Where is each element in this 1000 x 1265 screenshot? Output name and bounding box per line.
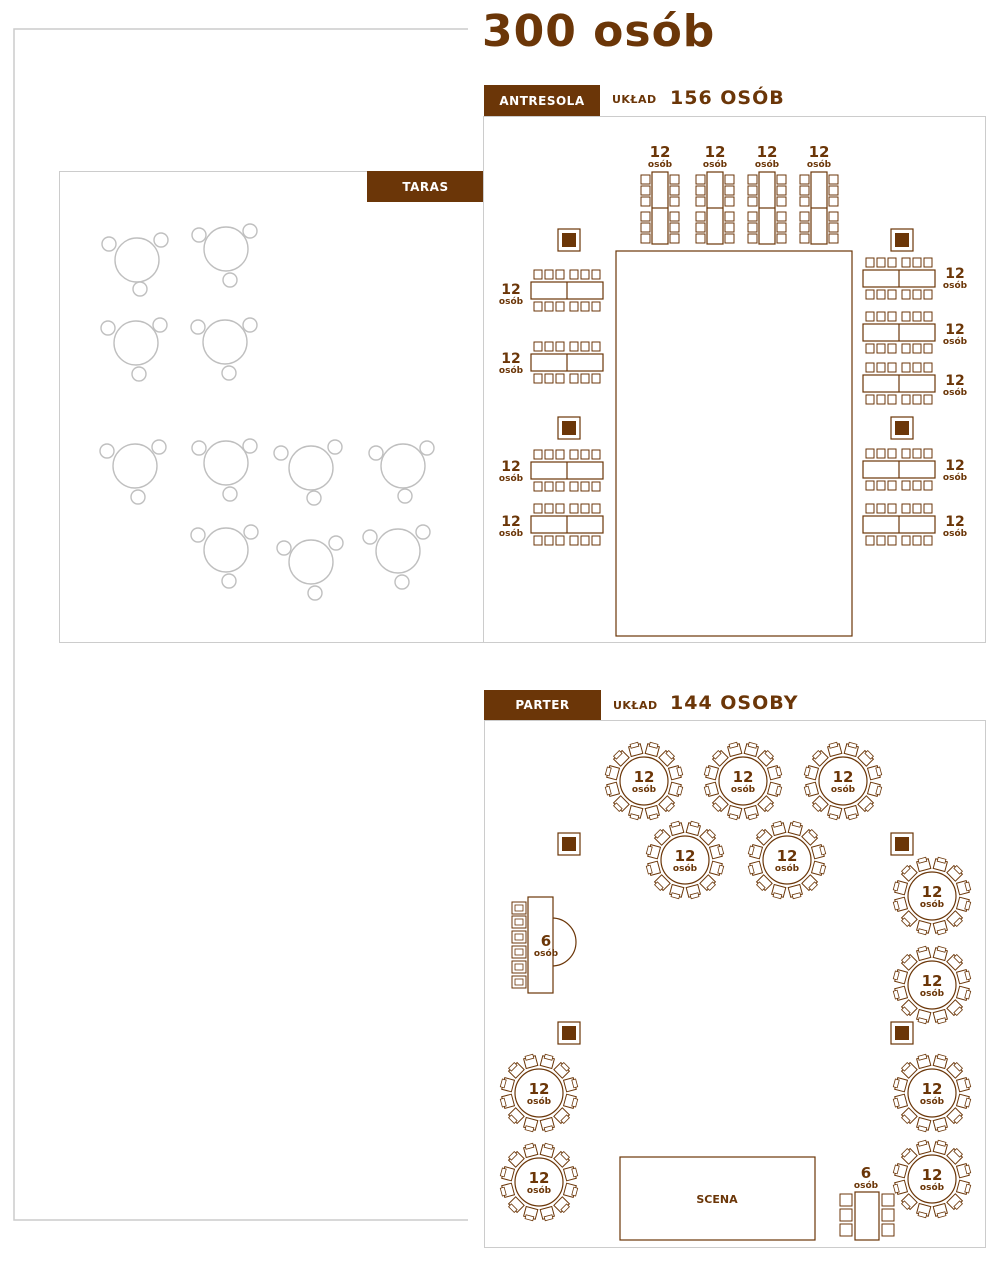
antresola-banquet-table <box>863 312 968 353</box>
seat-count-number: 12 <box>921 972 943 990</box>
seat-count-number: 12 <box>945 322 965 338</box>
parter-side-table <box>512 897 576 993</box>
seat-count-unit: osób <box>774 864 800 874</box>
taras-ghost-table <box>363 525 430 589</box>
seat-count-number: 12 <box>832 768 854 786</box>
antresola-banquet-table <box>641 143 679 244</box>
taras-ghost-table <box>101 318 167 381</box>
seat-count-number: 12 <box>501 351 521 367</box>
antresola-banquet-table <box>696 143 734 244</box>
seat-count-number: 6 <box>860 1164 872 1182</box>
antresola-banquet-table <box>863 363 968 404</box>
pillar <box>891 417 913 439</box>
pillar <box>891 1022 913 1044</box>
taras-ghost-table <box>191 525 258 588</box>
antresola-banquet-table <box>499 504 603 545</box>
pillar <box>558 417 580 439</box>
antresola-banquet-table <box>499 450 603 491</box>
antresola-capacity: 156 OSÓB <box>670 87 785 109</box>
parter-round-table <box>605 742 682 819</box>
seat-count-number: 12 <box>633 768 655 786</box>
parter-round-table <box>646 821 723 898</box>
parter-round-table <box>893 946 970 1023</box>
parter-round-table <box>748 821 825 898</box>
pillar <box>558 833 580 855</box>
seat-count-number: 12 <box>528 1080 550 1098</box>
seat-count-unit: osób <box>533 949 559 959</box>
taras-ghost-table <box>369 441 434 503</box>
seat-count-unit: osób <box>526 1186 552 1196</box>
seat-count-unit: osób <box>526 1097 552 1107</box>
antresola-void <box>616 251 852 636</box>
seat-count-number: 12 <box>921 1166 943 1184</box>
parter-round-table <box>804 742 881 819</box>
parter-round-table <box>500 1054 577 1131</box>
seat-count-unit: osób <box>498 366 524 376</box>
seat-count-unit: osób <box>942 473 968 483</box>
parter-label: PARTER <box>484 690 601 720</box>
antresola-banquet-table <box>499 342 603 383</box>
seat-count-unit: osób <box>806 160 832 170</box>
seat-count-unit: osób <box>853 1181 879 1191</box>
parter-capacity: 144 OSOBY <box>670 692 799 714</box>
seat-count-unit: osób <box>942 281 968 291</box>
taras-ghost-table <box>274 440 342 505</box>
antresola-banquet-table <box>748 143 786 244</box>
seat-count-number: 12 <box>704 143 726 161</box>
seat-count-unit: osób <box>754 160 780 170</box>
antresola-label: ANTRESOLA <box>484 85 600 116</box>
parter-round-table <box>500 1143 577 1220</box>
seat-count-unit: osób <box>672 864 698 874</box>
antresola-banquet-table <box>800 143 838 244</box>
taras-ghost-table <box>277 536 343 600</box>
seat-count-number: 12 <box>921 883 943 901</box>
seat-count-unit: osób <box>631 785 657 795</box>
taras-ghost-table <box>100 440 166 504</box>
seat-count-number: 12 <box>776 847 798 865</box>
page-title: 300 osób <box>482 6 716 57</box>
pillar <box>891 833 913 855</box>
taras-ghost-table <box>102 233 168 296</box>
antresola-layout-label: UKŁAD <box>612 93 657 106</box>
pillar <box>558 229 580 251</box>
taras-ghost-table <box>192 224 257 287</box>
antresola-banquet-table <box>863 258 968 299</box>
seat-count-unit: osób <box>830 785 856 795</box>
seat-count-unit: osób <box>647 160 673 170</box>
seat-count-number: 12 <box>674 847 696 865</box>
pillar <box>558 1022 580 1044</box>
taras-label: TARAS <box>367 171 484 202</box>
seat-count-unit: osób <box>942 388 968 398</box>
parter-stage <box>620 1157 815 1240</box>
seat-count-unit: osób <box>942 337 968 347</box>
taras-ghost-table <box>191 318 257 380</box>
seat-count-number: 12 <box>732 768 754 786</box>
stage-label: SCENA <box>696 1193 738 1206</box>
antresola-banquet-table <box>863 449 968 490</box>
seat-count-unit: osób <box>919 900 945 910</box>
seat-count-number: 12 <box>945 514 965 530</box>
seat-count-number: 12 <box>649 143 671 161</box>
parter-round-table <box>704 742 781 819</box>
antresola-banquet-table <box>499 270 603 311</box>
seat-count-number: 12 <box>808 143 830 161</box>
parter-round-table <box>893 1054 970 1131</box>
seat-count-number: 12 <box>501 514 521 530</box>
seat-count-unit: osób <box>919 1097 945 1107</box>
seat-count-unit: osób <box>498 474 524 484</box>
seat-count-number: 12 <box>501 282 521 298</box>
pillar <box>891 229 913 251</box>
parter-layout-label: UKŁAD <box>613 699 658 712</box>
seat-count-unit: osób <box>942 529 968 539</box>
seat-count-unit: osób <box>919 1183 945 1193</box>
seat-count-number: 12 <box>945 266 965 282</box>
taras-ghost-table <box>192 439 257 501</box>
seat-count-number: 12 <box>945 373 965 389</box>
seat-count-unit: osób <box>702 160 728 170</box>
seat-count-number: 12 <box>921 1080 943 1098</box>
seat-count-unit: osób <box>498 297 524 307</box>
seat-count-number: 12 <box>756 143 778 161</box>
parter-stage-table <box>840 1164 894 1240</box>
parter-round-table <box>893 857 970 934</box>
seat-count-unit: osób <box>730 785 756 795</box>
seat-count-number: 12 <box>501 459 521 475</box>
seat-count-unit: osób <box>919 989 945 999</box>
seat-count-number: 12 <box>945 458 965 474</box>
seat-count-number: 6 <box>540 932 552 950</box>
antresola-banquet-table <box>863 504 968 545</box>
seat-count-unit: osób <box>498 529 524 539</box>
parter-round-table <box>893 1140 970 1217</box>
seat-count-number: 12 <box>528 1169 550 1187</box>
